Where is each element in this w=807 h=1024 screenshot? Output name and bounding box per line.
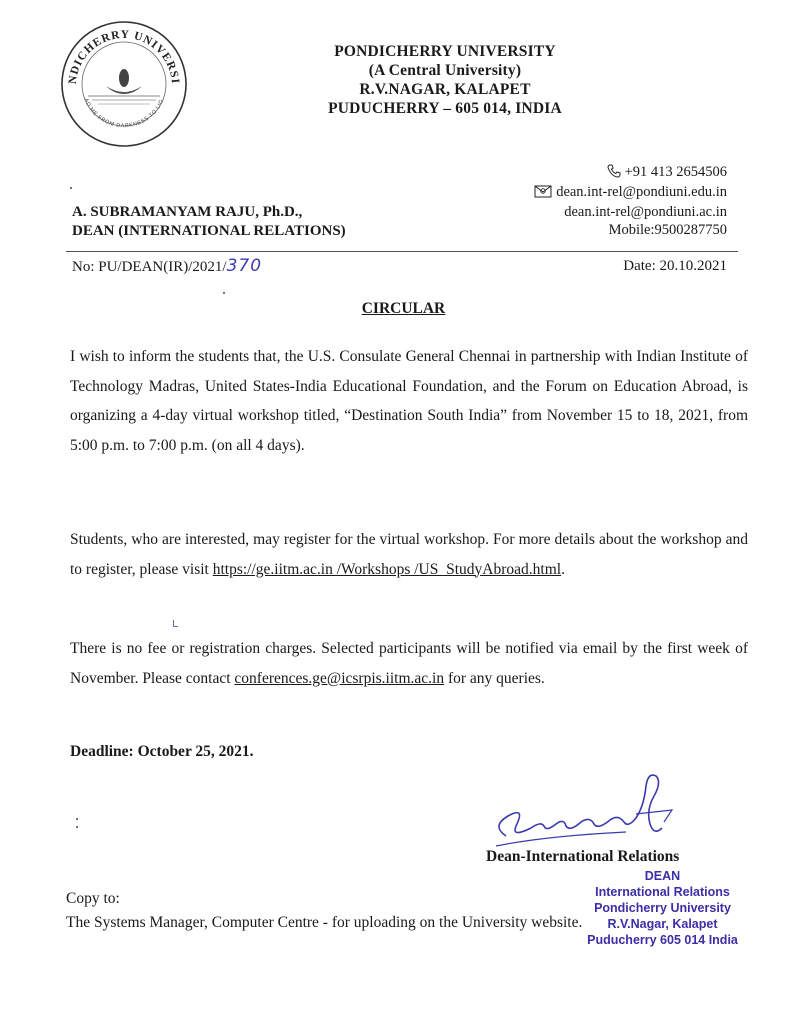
- stray-mark: [223, 292, 225, 294]
- stamp-line-1: DEAN: [644, 869, 681, 883]
- stray-mark: [76, 818, 78, 820]
- contact-email-link[interactable]: conferences.ge@icsrpis.iitm.ac.in: [234, 669, 445, 687]
- reference-number: [72, 256, 262, 276]
- paragraph-3-end: for any queries.: [444, 669, 545, 687]
- svg-text:PONDICHERRY UNIVERSITY: NDICHERRY UNIVERSI: [66, 28, 182, 85]
- email-1: dean.int-rel@pondiuni.edu.in: [556, 184, 727, 200]
- pen-mark: [173, 620, 178, 627]
- phone-line: [534, 163, 727, 183]
- paragraph-2: [70, 525, 748, 584]
- phone-number: +91 413 2654506: [624, 164, 727, 180]
- stamp-line-4: R.V.Nagar, Kalapet: [607, 917, 718, 931]
- paragraph-1-text: I wish to inform the students that, the U.S. Consulate General Chennai in partnership with Indian Institute of Technology Madras, United States-India Educational Foundation, and the Forum on Education Abroad, is organizing a 4-day virtual workshop titled, “Destination South India” from November 15 to 18, 2021, from 5:00 p.m. to 7:00 p.m. (on all 4 days).: [70, 348, 748, 454]
- copy-to-recipient: The Systems Manager, Computer Centre - for uploading on the University website.: [66, 914, 583, 931]
- dean-name: A. SUBRAMANYAM RAJU, Ph.D.,: [72, 204, 303, 220]
- paragraph-2-text: Students, who are interested, may register for the virtual workshop. For more details about the workshop and to register, please visit: [70, 531, 748, 578]
- dean-title: DEAN (INTERNATIONAL RELATIONS): [72, 223, 346, 239]
- mobile-number: Mobile:9500287750: [608, 222, 727, 238]
- email-2: dean.int-rel@pondiuni.ac.in: [564, 204, 727, 220]
- header-divider: [66, 251, 738, 252]
- email-icon: [534, 184, 552, 203]
- stray-mark: [76, 826, 78, 828]
- phone-icon: [607, 164, 621, 183]
- handwritten-number: 370: [226, 256, 263, 276]
- copy-to-label: Copy to:: [66, 890, 120, 907]
- reference-prefix: No: PU/DEAN(IR)/2021/: [72, 259, 227, 275]
- document-date: Date: 20.10.2021: [623, 258, 727, 274]
- email-line-1: [534, 183, 727, 203]
- paragraph-3: [70, 634, 748, 693]
- contact-block: [534, 163, 727, 239]
- official-stamp: [560, 868, 765, 948]
- dean-block: [72, 203, 346, 241]
- university-address-1: R.V.NAGAR, KALAPET: [359, 81, 531, 98]
- university-status: (A Central University): [368, 62, 522, 79]
- stamp-line-3: Pondicherry University: [594, 901, 731, 915]
- university-logo: [54, 12, 194, 152]
- signature: [486, 766, 686, 856]
- stray-mark: [70, 187, 72, 189]
- circular-title: CIRCULAR: [361, 300, 446, 317]
- university-address-2: PUDUCHERRY – 605 014, INDIA: [328, 100, 562, 117]
- circular-heading: [0, 300, 807, 318]
- paragraph-2-end: .: [561, 560, 565, 578]
- workshop-link[interactable]: https://ge.iitm.ac.in /Workshops /US_StudyAbroad.html: [212, 560, 562, 578]
- university-header: [250, 42, 640, 118]
- signatory-designation: Dean-International Relations: [486, 848, 680, 865]
- university-name: PONDICHERRY UNIVERSITY: [334, 43, 556, 60]
- paragraph-3-text: There is no fee or registration charges. Selected participants will be notified via email by the first week of November. Please contact: [70, 640, 748, 687]
- stamp-line-2: International Relations: [595, 885, 730, 899]
- deadline: Deadline: October 25, 2021.: [70, 743, 254, 760]
- svg-text:LEAD ME FROM DARKNESS TO LIGHT: AD ME FROM DARKNESS TO LIG: [82, 97, 166, 130]
- paragraph-1: [70, 342, 748, 460]
- stamp-line-5: Puducherry 605 014 India: [587, 933, 738, 947]
